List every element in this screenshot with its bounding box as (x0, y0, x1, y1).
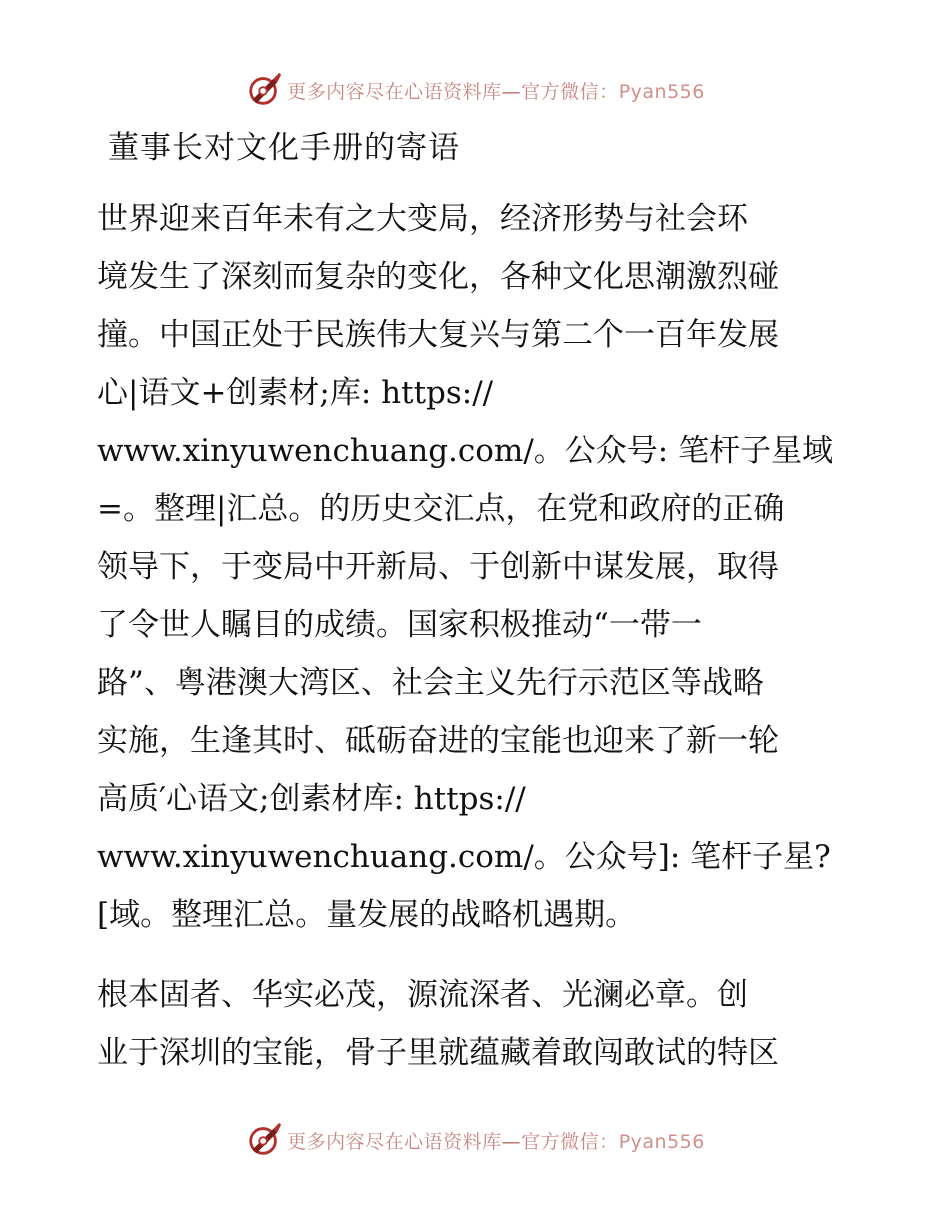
text-line: 路”、粤港澳大湾区、社会主义先行示范区等战略 (97, 665, 764, 701)
watermark-text: 更多内容尽在心语资料库—官方微信：Pyan556 (287, 1130, 705, 1153)
text-line: 业于深圳的宝能，骨子里就蕴藏着敢闯敢试的特区 (97, 1035, 779, 1071)
text-line: 根本固者、华实必茂，源流深者、光澜必章。创 (97, 977, 748, 1013)
pen-logo-icon (245, 1121, 283, 1159)
watermark-text: 更多内容尽在心语资料库—官方微信：Pyan556 (287, 80, 705, 103)
text-line: 世界迎来百年未有之大变局，经济形势与社会环 (97, 201, 748, 237)
document-title: 董事长对文化手册的寄语 (108, 130, 460, 166)
body-paragraph (97, 966, 857, 1082)
text-line: 高质′心语文;创素材库: https:// (97, 781, 526, 817)
text-line: 心|语文+创素材;库: https:// (97, 375, 494, 411)
body-paragraph (97, 190, 857, 944)
text-line: www.xinyuwenchuang.com/。公众号]: 笔杆子星? (97, 839, 831, 875)
text-line: 领导下，于变局中开新局、于创新中谋发展，取得 (97, 549, 779, 585)
text-line: 撞。中国正处于民族伟大复兴与第二个一百年发展 (97, 317, 779, 353)
footer-watermark (0, 1120, 950, 1160)
pen-logo-icon (245, 71, 283, 109)
text-line: 境发生了深刻而复杂的变化，各种文化思潮激烈碰 (97, 259, 779, 295)
text-line: [域。整理汇总。量发展的战略机遇期。 (97, 897, 637, 933)
text-line: 实施，生逢其时、砥砺奋进的宝能也迎来了新一轮 (97, 723, 779, 759)
header-watermark (0, 70, 950, 110)
text-line: 了令世人瞩目的成绩。国家积极推动“一带一 (97, 607, 702, 643)
text-line: =。整理|汇总。的历史交汇点，在党和政府的正确 (97, 491, 785, 527)
text-line: www.xinyuwenchuang.com/。公众号: 笔杆子星域 (97, 433, 834, 469)
